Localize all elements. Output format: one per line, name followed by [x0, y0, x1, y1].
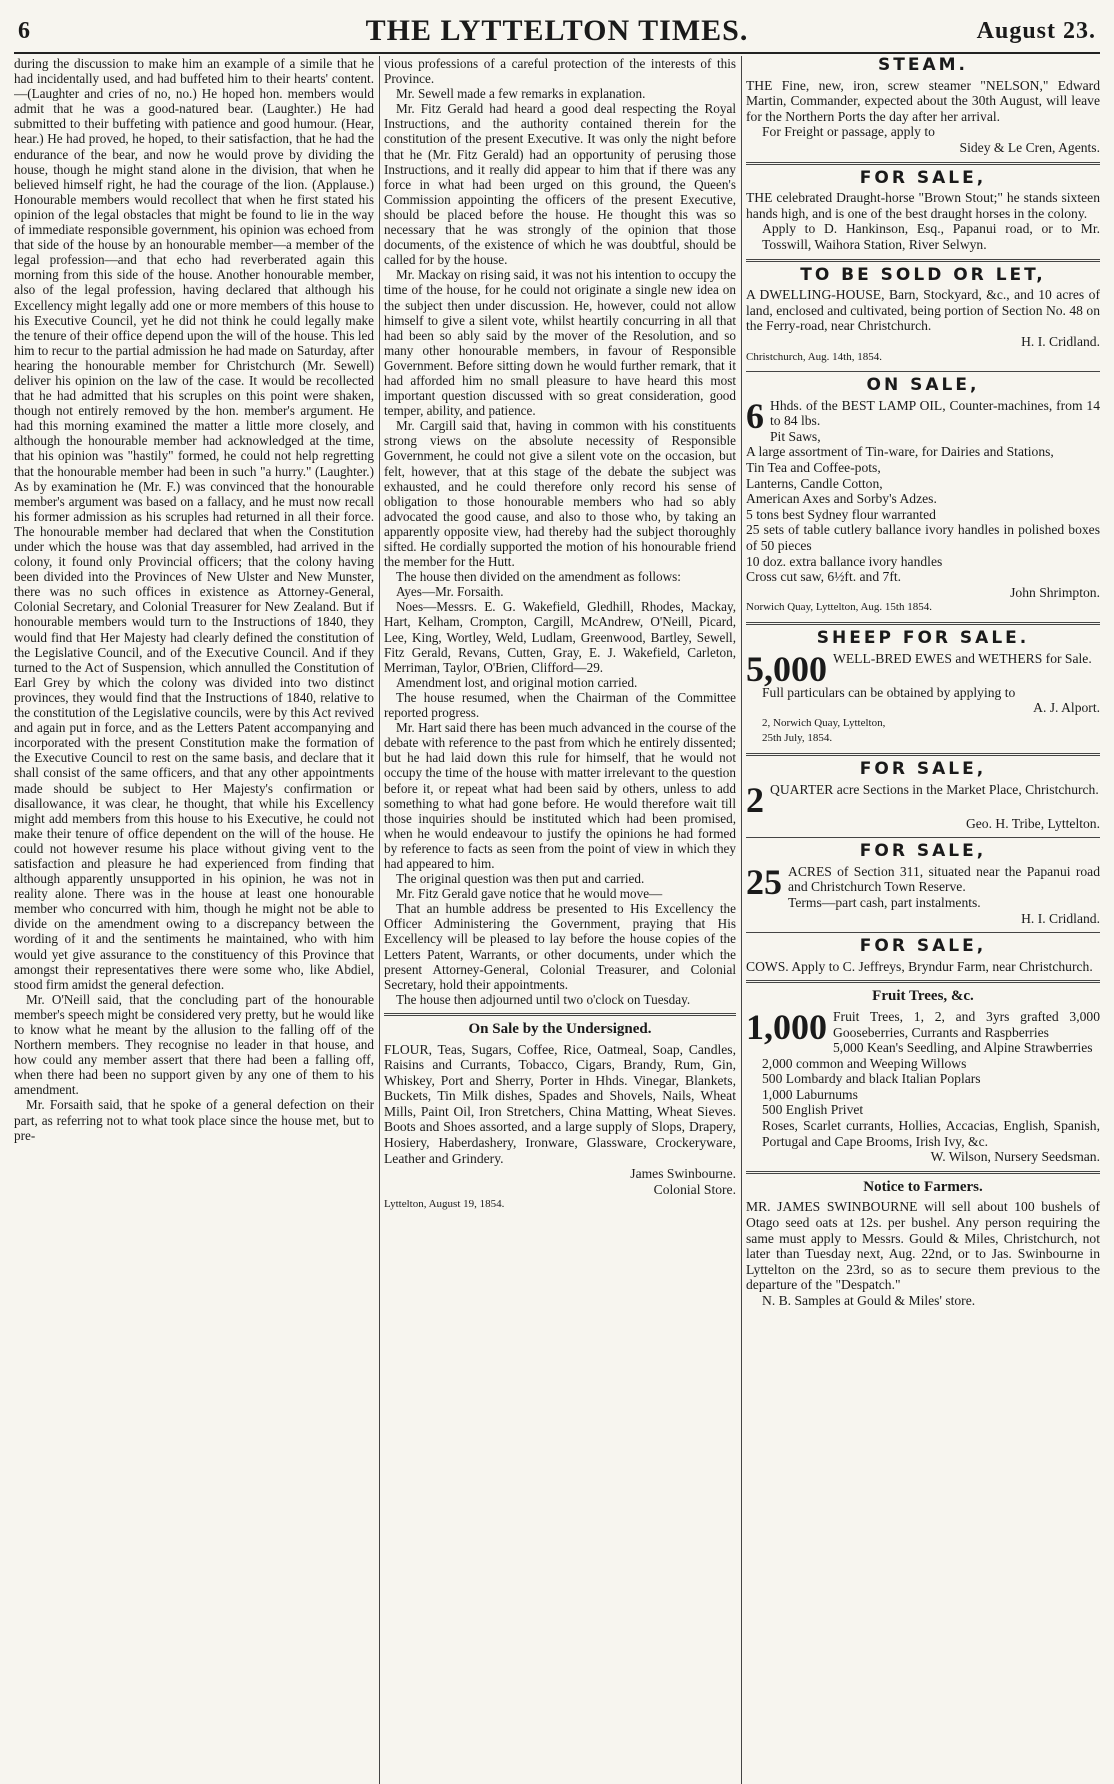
paragraph: That an humble address be presented to His Excellency the Officer Administering the Government, praying that His Excellency will be pleased to lay before the house copies of the Letters Patent, Warrants, or other documents, under which the present Attorney-General, Colonial Treasurer, and Colonial Secretary, hold their appointments.	[384, 901, 736, 992]
ad-heading: FOR SALE,	[859, 167, 987, 188]
ad-item: American Axes and Sorby's Adzes.	[746, 491, 937, 507]
ad-big-number: 25	[746, 861, 782, 902]
paragraph: Noes—Messrs. E. G. Wakefield, Gledhill, Rhodes, Mackay, Hart, Kelham, Crompton, Cargill, McAndrew, O'Neill, Picard, Lee, King, Wortley, Weld, Ludlam, Greenwood, Bartley, Sewell, Fitz Gerald, Revans, Cutten, Gray, E. J. Wakefield, Carleton, Merriman, Taylor, O'Brien, Clifford—29.	[384, 599, 736, 675]
paragraph: Mr. Mackay on rising said, it was not his intention to occupy the time of the house, for he could not originate a single new idea on the subject then under discussion. He, however, could not allow himself to give a silent vote, whilst heartily concurring in all that had been so ably said by the mover of the Resolution, and so many other honourable members, in favour of Responsible Government. Before sitting down he would further remark, that it had afforded him no small pleasure to have heard this most important question discussed with so great consideration, good temper, ability, and patience.	[384, 267, 736, 419]
ad-item: 2,000 common and Weeping Willows	[762, 1055, 967, 1071]
ad-fruit-trees	[746, 989, 1100, 1165]
paragraph: Mr. Fitz Gerald had heard a good deal respecting the Royal Instructions, and the authority contained therein for the constitution of the present Executive. It was only the night before that he (Mr. Fitz Gerald) had an opportunity of perusing those Instructions, and it really did appear to him that if there was any force in what had been urged on this ground, the Queen's Commission appointing the officers of the present Executive, should be placed before the house. He thought this was so necessary that he was strongly of the opinion that those documents, of the existence of which he was doubtful, should be called for by the house.	[384, 101, 736, 268]
ad-line: Apply to D. Hankinson, Esq., Papanui road, or to Mr. Tosswill, Waihora Station, River Selwyn.	[762, 221, 1100, 252]
ad-for-sale-horse	[746, 167, 1100, 253]
ad-signature: Sidey & Le Cren, Agents.	[959, 139, 1100, 155]
ad-notice-to-farmers	[746, 1180, 1100, 1309]
paragraph: Mr. O'Neill said, that the concluding part of the honourable member's speech might be considered very pretty, but he would like to know what he meant by the allusion to the falling off of the Northern members. They recognise no leader in that house, and how could any member assert that there had been a falling off, when there had been no support given by any one of them to his amendment.	[14, 991, 374, 1098]
paragraph: Mr. Sewell made a few remarks in explanation.	[396, 86, 646, 102]
ad-body: MR. JAMES SWINBOURNE will sell about 100 bushels of Otago seed oats at 12s. per bushel. Any person requiring the same must apply to Messrs. Gould & Miles, Christchurch, not later than Tuesday next, Aug. 22nd, or to Jas. Swinbourne in Lyttelton on the 23rd, so as to secure them previous to the departure of the "Despatch."	[746, 1199, 1100, 1293]
ad-big-number: 2	[746, 779, 764, 820]
ad-body: THE Fine, new, iron, screw steamer "NELSON," Edward Martin, Commander, expected about the 30th August, will leave for the Northern Ports the day after her arrival.	[746, 77, 1100, 124]
ad-heading: FOR SALE,	[859, 936, 987, 957]
paragraph: Mr. Fitz Gerald gave notice that he would move—	[396, 886, 663, 902]
ad-lead: Fruit Trees, 1, 2, and 3yrs grafted 3,000 Gooseberries, Currants and Raspberries	[833, 1008, 1100, 1040]
divider	[746, 932, 1100, 933]
divider	[746, 622, 1100, 625]
ad-signature: H. I. Cridland.	[1021, 333, 1100, 349]
ad-item: 25 sets of table cutlery ballance ivory handles in polished boxes of 50 pieces	[746, 522, 1100, 554]
ad-line: Full particulars can be obtained by applying to	[762, 684, 1016, 700]
divider	[746, 980, 1100, 983]
ad-on-sale	[746, 375, 1100, 616]
paragraph: Ayes—Mr. Forsaith.	[396, 584, 504, 600]
ad-quarter-acre	[746, 758, 1100, 831]
column-2	[384, 56, 736, 1784]
ad-heading: FOR SALE,	[859, 758, 987, 779]
ad-lead: QUARTER acre Sections in the Market Place, Christchurch.	[770, 781, 1099, 797]
ad-heading: On Sale by the Undersigned.	[468, 1020, 652, 1037]
ad-sheep	[746, 628, 1100, 747]
ad-signature: Colonial Store.	[653, 1181, 736, 1197]
ad-item: 5 tons best Sydney flour warranted	[746, 506, 936, 522]
ad-section-311	[746, 841, 1100, 926]
ad-undersigned	[384, 1022, 736, 1213]
ad-heading: TO BE SOLD OR LET,	[800, 264, 1046, 285]
columns	[14, 56, 1100, 1784]
ad-item: Tin Tea and Coffee-pots,	[746, 460, 881, 476]
ad-signature: James Swinbourne.	[630, 1166, 736, 1182]
column-1-debate	[14, 56, 374, 1784]
debate-continued	[384, 56, 736, 1007]
column-rule	[741, 56, 742, 1784]
ad-body: A DWELLING-HOUSE, Barn, Stockyard, &c., and 10 acres of land, enclosed and cultivated, being portion of Section No. 48 on the Ferry-road, near Christchurch.	[746, 287, 1100, 334]
ad-big-number: 6	[746, 395, 764, 436]
paragraph: Mr. Cargill said that, having in common with his constituents strong views on the absolute necessity of Responsible Government, he could not give a silent vote on the occasion, but felt, however, that at this stage of the debate the subject was exhausted, and he could therefore only record his sense of obligation to those honourable members who had so ably advocated the good cause, and also to those who, by taking an apparently opposite view, had thereby had the subject thoroughly sifted. He cordially supported the motion of his honourable friend the member for the Hutt.	[384, 418, 736, 570]
column-rule	[379, 56, 380, 1784]
ad-heading: FOR SALE,	[859, 841, 987, 862]
ad-heading: Notice to Farmers.	[863, 1178, 983, 1195]
ad-line: For Freight or passage, apply to	[762, 124, 935, 140]
paragraph: vious professions of a careful protection of the interests of this Province.	[384, 56, 736, 87]
ad-signature: H. I. Cridland.	[1021, 910, 1100, 926]
ad-item: Pit Saws,	[770, 428, 821, 444]
issue-date: August 23.	[976, 18, 1096, 44]
divider	[746, 162, 1100, 165]
ad-date: Norwich Quay, Lyttelton, Aug. 15th 1854.	[746, 601, 932, 614]
ad-big-number: 5,000	[746, 648, 827, 689]
divider	[746, 837, 1100, 838]
ad-item: A large assortment of Tin-ware, for Dairies and Stations,	[746, 444, 1054, 460]
paragraph: during the discussion to make him an example of a simile that he had incidentally used, and had buffeted him to their hearts' content.—(Laughter and cries of no, no.) He hoped hon. members would admit that he was a good-natured bear. (Laughter.) He had submitted to their buffeting with patience and good humour. (Hear, hear.) He had proved, he hoped, to their satisfaction, that he had the endurance of the bear, and now he would prove by dividing the house, though he might stand alone in the division, that when he believed himself right, he had the courage of the lion. (Applause.) Honourable members would recollect that when he first stated his opinion of the legal obstacles that might be found to lie in the way of immediate responsible government, his opinion was echoed from that side of the house by an honourable member—a member of the legal profession—and that echo had reverberated again this morning from this side of the house. Another honourable member, also of the legal profession, having declared that although his Excellency might legally add one or more members of this house to his Executive Council, yet he did not think he could legally make the tenure of their office depend upon the will of the house. This led him to recur to the partial admission he had made on Saturday, after hearing the honourable member for Christchurch (Mr. Sewell) deliver his opinion on the law of the case. It would be recollected that he had admitted that his scruples on this point were shaken, though not entirely removed by the hon. member's argument. He had this morning examined the matter a little more closely, and although the honourable member had acknowledged at the time, that his opinion was "hastily" formed, he could not help regretting that the honourable member had been in such "a hurry." (Laughter.) As by examination he (Mr. F.) was convinced that the honourable member's argument was based on a fallacy, and he must now recall his former admission as his scruples had returned in all their force. The honourable member had declared that when the Constitution under which the house was that day assembled, had arrived in the colony, it found only Provincial officers; that the colony having been divided into the Provinces of New Ulster and New Munster, there was no such offices in existence as Attorney-General, Colonial Secretary, and Colonial Treasurer for New Zealand. But if honourable members would turn to the Instructions of 1840, they would find that Her Majesty had clearly defined the constitution of the Legislative Council, and of the Executive Council. And if they turned to the Act of Suspension, which annulled the Constitution of Earl Grey by which the colony was divided into two distinct provinces, they would find that the Instructions of 1840, relative to the constitution of the Legislative councils, were by this Act revived and again put in force, and as the Letters Patent accompanying and incorporated with the present Constitution make the formation of the Executive Council to rest on the same basis, and declare that it shall consist of the same officers, and that any other appointments made should be subject to Her Majesty's confirmation or disallowance, it was clear, he thought, that while his Excellency might add members from this house to his Executive, he could not make their tenure of office dependent on the will of the house. He could not however resume his place without giving vent to the satisfaction and pleasure he had experienced from finding that although apparently unsupported in his opinion, he was not in reality alone. There was in the house at least one honourable member who concurred with him, though he might not be able to divide on the amendment owing to a discrepancy between the wording of it and the sentiments he maintained, who with him would yet give assurance to the constituency of this Province that amongst their representatives there were some who, like Abdiel, stood firm amidst the general defection.	[14, 56, 374, 992]
ad-item: 500 English Privet	[762, 1102, 864, 1118]
ad-heading: Fruit Trees, &c.	[872, 988, 974, 1005]
ad-body: COWS. Apply to C. Jeffreys, Bryndur Farm, near Christchurch.	[746, 958, 1093, 974]
ad-lead: ACRES of Section 311, situated near the Papanui road and Christchurch Town Reserve.	[788, 863, 1100, 895]
ad-signature: A. J. Alport.	[1033, 700, 1100, 716]
ad-body: FLOUR, Teas, Sugars, Coffee, Rice, Oatmeal, Soap, Candles, Raisins and Currants, Tobacco, Cigars, Brandy, Rum, Gin, Whiskey, Port and Sherry, Porter in Hhds. Vinegar, Blankets, Buckets, Tin Milk dishes, Spades and Shovels, Nails, Wheat Mills, Paint Oil, Iron Stretchers, China Matting, Wheat Sieves. Boots and Shoes assorted, and a large supply of Slops, Drapery, Hosiery, Haberdashery, Ironware, Glassware, Crockeryware, Leather and Grindery.	[384, 1041, 736, 1166]
ad-lead: WELL-BRED EWES and WETHERS for Sale.	[833, 650, 1092, 666]
ad-date: Lyttelton, August 19, 1854.	[384, 1198, 505, 1211]
column-3-ads	[746, 56, 1100, 1784]
ad-item: Lanterns, Candle Cotton,	[746, 475, 883, 491]
paragraph: The original question was then put and carried.	[396, 871, 645, 887]
ad-steam	[746, 58, 1100, 156]
paragraph: The house then adjourned until two o'clock on Tuesday.	[396, 991, 691, 1007]
page-number: 6	[18, 18, 30, 44]
divider	[384, 1013, 736, 1016]
paragraph: Mr. Hart said there has been much advanced in the course of the debate with reference to the past from which he entirely dissented; but he had laid down this rule for himself, that he would not occupy the time of the house with matter irrelevant to the question before it, or repeat what had been said by others, unless to add something to what had gone before. He would therefore wait till those inquiries should be instituted which had been promised, when he would endeavour to justify the opinions he had formed by reference to facts as seen from the point of view in which they had appeared to him.	[384, 720, 736, 871]
ad-line: Terms—part cash, part instalments.	[788, 894, 981, 910]
paragraph: Mr. Forsaith said, that he spoke of a general defection on their part, as referring not to what took place since the house met, but to pre-	[14, 1097, 374, 1143]
ad-item: Cross cut saw, 6½ft. and 7ft.	[746, 569, 902, 585]
ad-big-number: 1,000	[746, 1006, 827, 1047]
paragraph: The house then divided on the amendment as follows:	[396, 569, 681, 585]
ad-lead: Hhds. of the BEST LAMP OIL, Counter-machines, from 14 to 84 lbs.	[770, 397, 1100, 429]
ad-sold-or-let	[746, 264, 1100, 366]
masthead	[14, 12, 1100, 54]
ad-item: 1,000 Laburnums	[762, 1086, 858, 1102]
ad-signature: John Shrimpton.	[1010, 584, 1100, 600]
ad-line: N. B. Samples at Gould & Miles' store.	[762, 1293, 976, 1308]
ad-item: 5,000 Kean's Seedling, and Alpine Strawberries	[833, 1040, 1093, 1056]
ad-date: 2, Norwich Quay, Lyttelton,	[762, 716, 886, 729]
divider	[746, 753, 1100, 756]
paragraph: Amendment lost, and original motion carried.	[396, 674, 638, 690]
ad-date: Christchurch, Aug. 14th, 1854.	[746, 350, 882, 363]
ad-heading: SHEEP FOR SALE.	[816, 628, 1030, 648]
ad-cows	[746, 936, 1100, 974]
ad-heading: STEAM.	[878, 56, 968, 75]
paragraph: The house resumed, when the Chairman of the Committee reported progress.	[384, 689, 736, 721]
ad-date: 25th July, 1854.	[762, 732, 833, 745]
ad-item: 10 doz. extra ballance ivory handles	[746, 553, 943, 569]
newspaper-title: THE LYTTELTON TIMES.	[365, 14, 749, 47]
ad-signature: W. Wilson, Nursery Seedsman.	[930, 1149, 1100, 1165]
ad-item: Roses, Scarlet currants, Hollies, Accacias, English, Spanish, Portugal and Cape Brooms, Irish Ivy, &c.	[762, 1118, 1100, 1149]
divider	[746, 1171, 1100, 1174]
ad-item: 500 Lombardy and black Italian Poplars	[762, 1071, 981, 1087]
ad-heading: ON SALE,	[866, 375, 980, 396]
divider	[746, 259, 1100, 262]
ad-signature: Geo. H. Tribe, Lyttelton.	[965, 815, 1100, 831]
ad-body: THE celebrated Draught-horse "Brown Stout;" he stands sixteen hands high, and is one of the best draught horses in the colony.	[746, 190, 1100, 221]
divider	[746, 371, 1100, 372]
